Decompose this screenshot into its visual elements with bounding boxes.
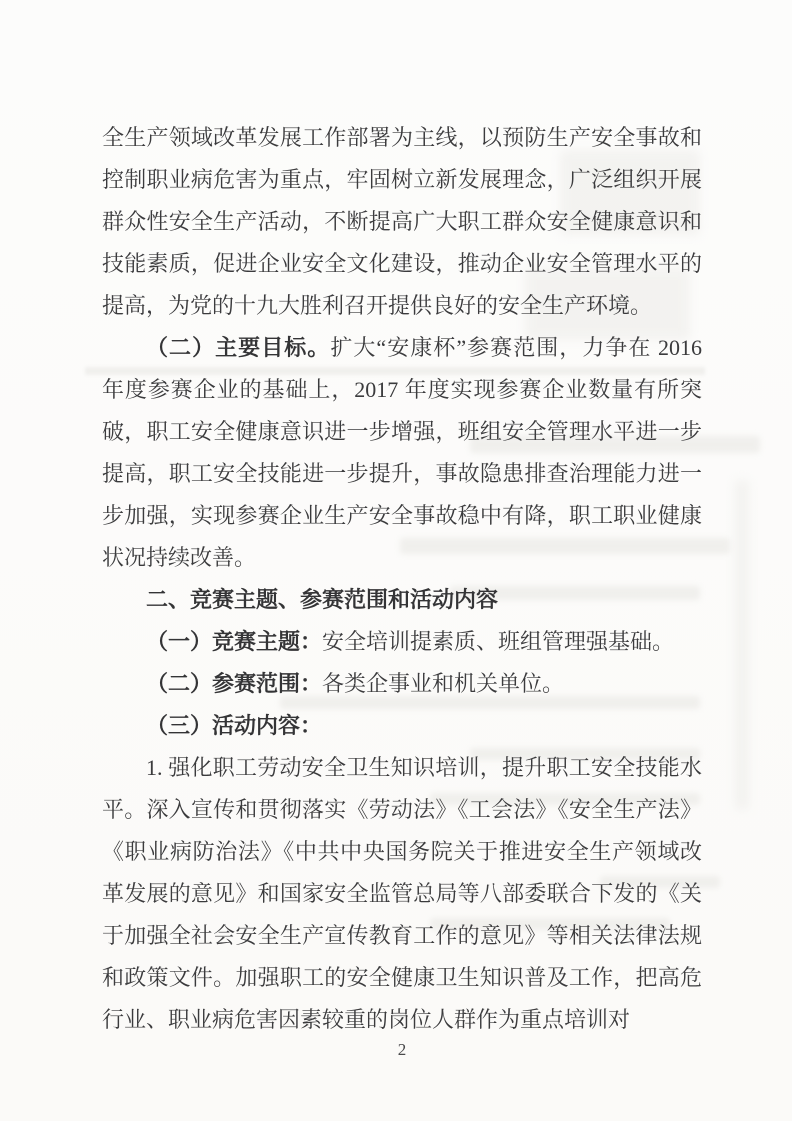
page-number: 2 xyxy=(397,1040,407,1059)
bleed-through-artifact xyxy=(735,480,749,810)
item-text: 各类企事业和机关单位。 xyxy=(322,671,565,696)
paragraph-text: 扩大“安康杯”参赛范围，力争在 2016 年度参赛企业的基础上，2017 年度实现参赛企业数量有所突破，职工安全健康意识进一步增强，班组安全管理水平进一步提高，职工安全技能进一步提升，事故隐患排查治理能力进一步加强，实现参赛企业生产安全事故稳中有降，职工职业健康状况持续改善。 xyxy=(102,335,702,570)
item-activity-content xyxy=(102,705,702,747)
paragraph-objectives xyxy=(102,327,702,579)
item-lead-in: （二）参赛范围： xyxy=(146,671,323,696)
item-participation-scope xyxy=(102,663,702,705)
paragraph-continuation xyxy=(102,117,702,327)
paragraph-text: 1. 强化职工劳动安全卫生知识培训，提升职工安全技能水平。深入宣传和贯彻落实《劳动法》《工会法》《安全生产法》《职业病防治法》《中共中央国务院关于推进安全生产领域改革发展的意见》和国家安全监管总局等八部委联合下发的《关于加强全社会安全生产宣传教育工作的意见》等相关法律法规和政策文件。加强职工的安全健康卫生知识普及工作，把高危行业、职业病危害因素较重的岗位人群作为重点培训对 xyxy=(102,755,702,1032)
document-body xyxy=(102,117,702,1041)
item-text: 安全培训提素质、班组管理强基础。 xyxy=(322,629,675,654)
item-lead-in: （三）活动内容： xyxy=(146,713,323,738)
paragraph-training xyxy=(102,747,702,1041)
paragraph-text: 全生产领域改革发展工作部署为主线，以预防生产安全事故和控制职业病危害为重点，牢固树立新发展理念，广泛组织开展群众性安全生产活动，不断提高广大职工群众安全健康意识和技能素质，促进企业安全文化建设，推动企业安全管理水平的提高，为党的十九大胜利召开提供良好的安全生产环境。 xyxy=(102,125,702,318)
item-lead-in: （一）竞赛主题： xyxy=(146,629,323,654)
section-heading: 二、竞赛主题、参赛范围和活动内容 xyxy=(146,587,499,612)
paragraph-lead-in: （二）主要目标。 xyxy=(146,335,331,360)
item-competition-theme xyxy=(102,621,702,663)
